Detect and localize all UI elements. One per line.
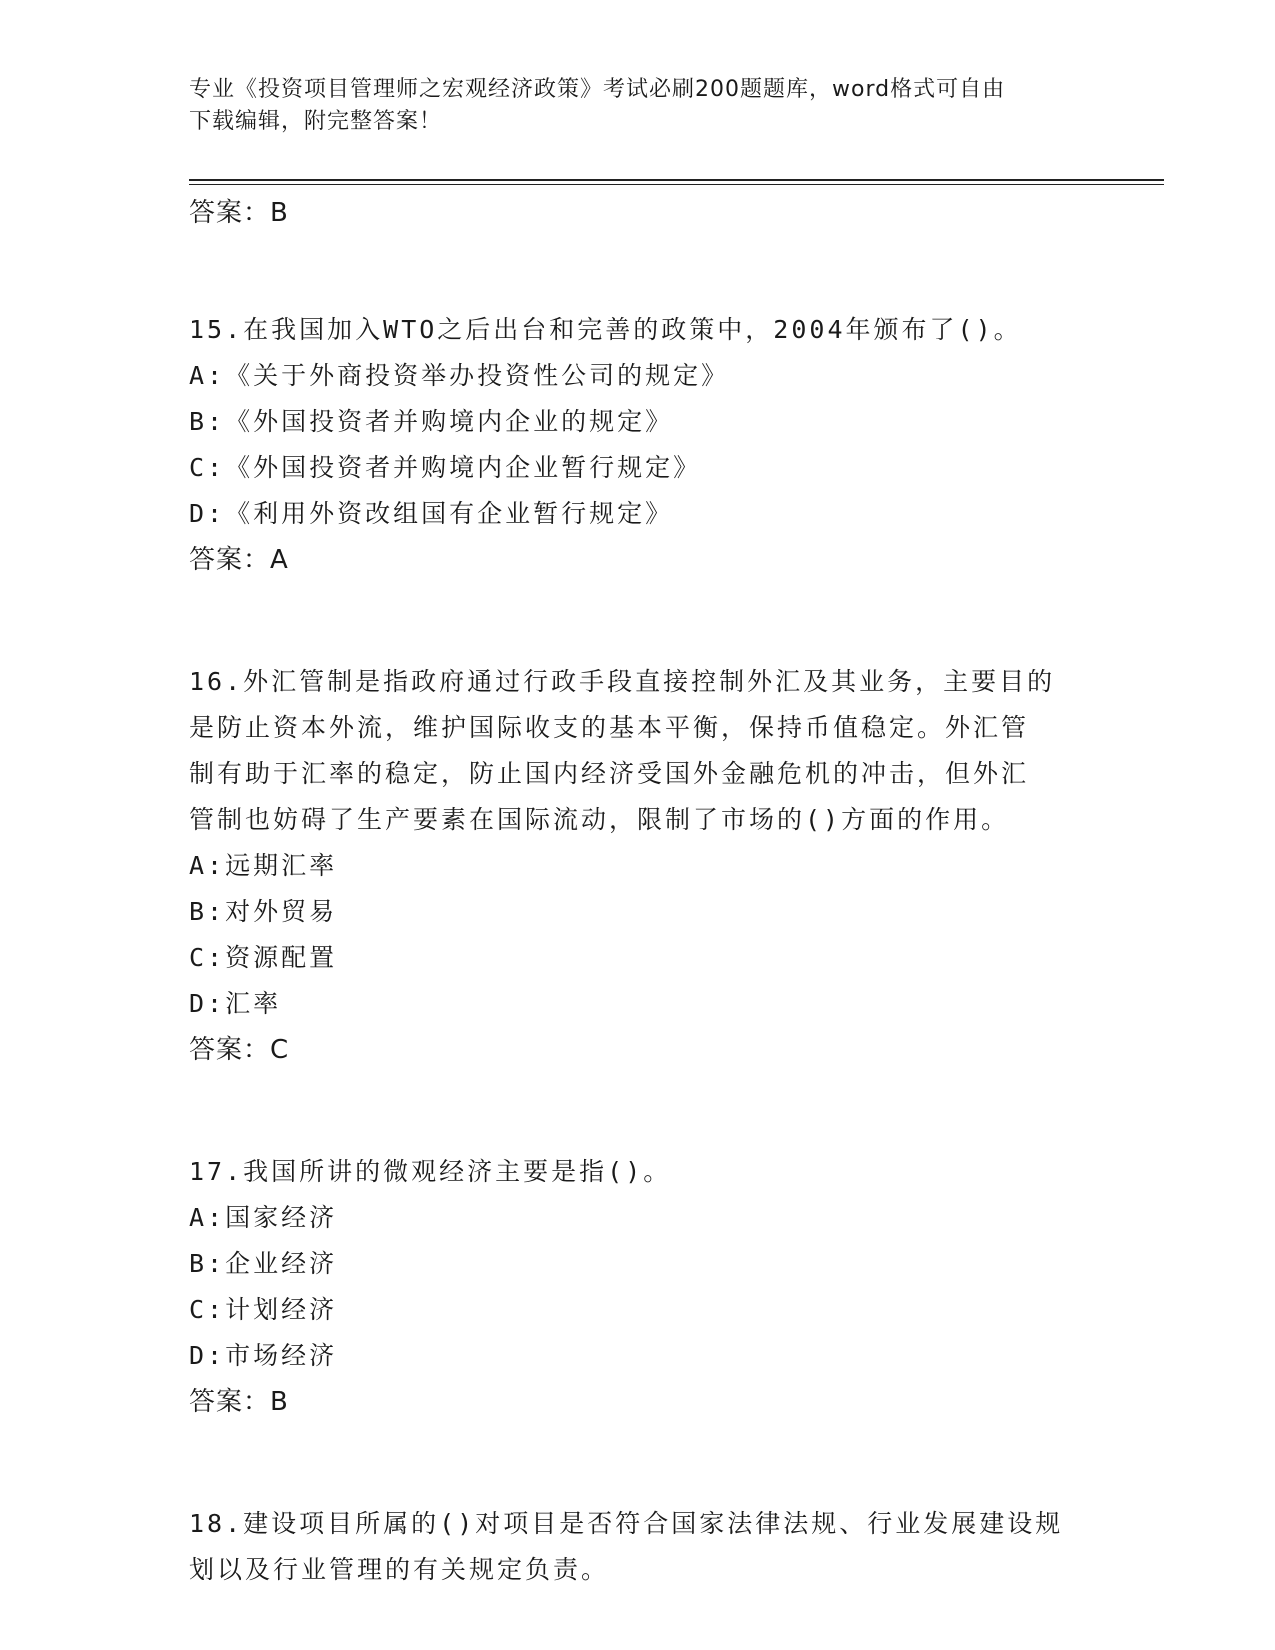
stem-line: 15.在我国加入WTO之后出台和完善的政策中，2004年颁布了()。 [189, 315, 1022, 344]
option-c: C:计划经济 [189, 1295, 338, 1324]
document-header [189, 74, 1089, 138]
spacer [189, 1073, 1089, 1149]
stem-line: 18.建设项目所属的()对项目是否符合国家法律法规、行业发展建设规 [189, 1509, 1064, 1538]
question-stem [189, 1501, 1089, 1593]
option-a: A:《关于外商投资举办投资性公司的规定》 [189, 361, 730, 390]
option-d: D:《利用外资改组国有企业暂行规定》 [189, 499, 674, 528]
previous-answer: 答案：B [189, 198, 289, 228]
header-line-1: 专业《投资项目管理师之宏观经济政策》考试必刷200题题库，word格式可自由 [189, 77, 1006, 102]
question-17 [189, 1149, 1089, 1425]
stem-line: 17.我国所讲的微观经济主要是指()。 [189, 1157, 672, 1186]
spacer [189, 583, 1089, 659]
stem-line: 是防止资本外流，维护国际收支的基本平衡，保持币值稳定。外汇管 [189, 713, 1030, 742]
answer: 答案：C [189, 1035, 290, 1065]
header-rule-thin [189, 184, 1164, 185]
option-b: B:《外国投资者并购境内企业的规定》 [189, 407, 674, 436]
option-a: A:远期汇率 [189, 851, 338, 880]
question-stem [189, 1149, 1089, 1195]
question-stem [189, 307, 1089, 353]
question-list [189, 190, 1089, 1593]
stem-line: 16.外汇管制是指政府通过行政手段直接控制外汇及其业务，主要目的 [189, 667, 1056, 696]
spacer [189, 1425, 1089, 1501]
question-16 [189, 659, 1089, 1073]
question-18 [189, 1501, 1089, 1593]
option-b: B:对外贸易 [189, 897, 338, 926]
option-d: D:市场经济 [189, 1341, 338, 1370]
option-c: C:《外国投资者并购境内企业暂行规定》 [189, 453, 702, 482]
question-15 [189, 307, 1089, 583]
option-b: B:企业经济 [189, 1249, 338, 1278]
header-rule-thick [189, 179, 1164, 181]
question-stem [189, 659, 1089, 843]
option-c: C:资源配置 [189, 943, 338, 972]
option-a: A:国家经济 [189, 1203, 338, 1232]
answer: 答案：A [189, 545, 289, 575]
answer: 答案：B [189, 1387, 289, 1417]
option-d: D:汇率 [189, 989, 282, 1018]
spacer [189, 236, 1089, 307]
stem-line: 划以及行业管理的有关规定负责。 [189, 1555, 610, 1584]
stem-line: 管制也妨碍了生产要素在国际流动，限制了市场的()方面的作用。 [189, 805, 1010, 834]
stem-line: 制有助于汇率的稳定，防止国内经济受国外金融危机的冲击，但外汇 [189, 759, 1030, 788]
header-line-2: 下载编辑，附完整答案！ [189, 109, 443, 134]
